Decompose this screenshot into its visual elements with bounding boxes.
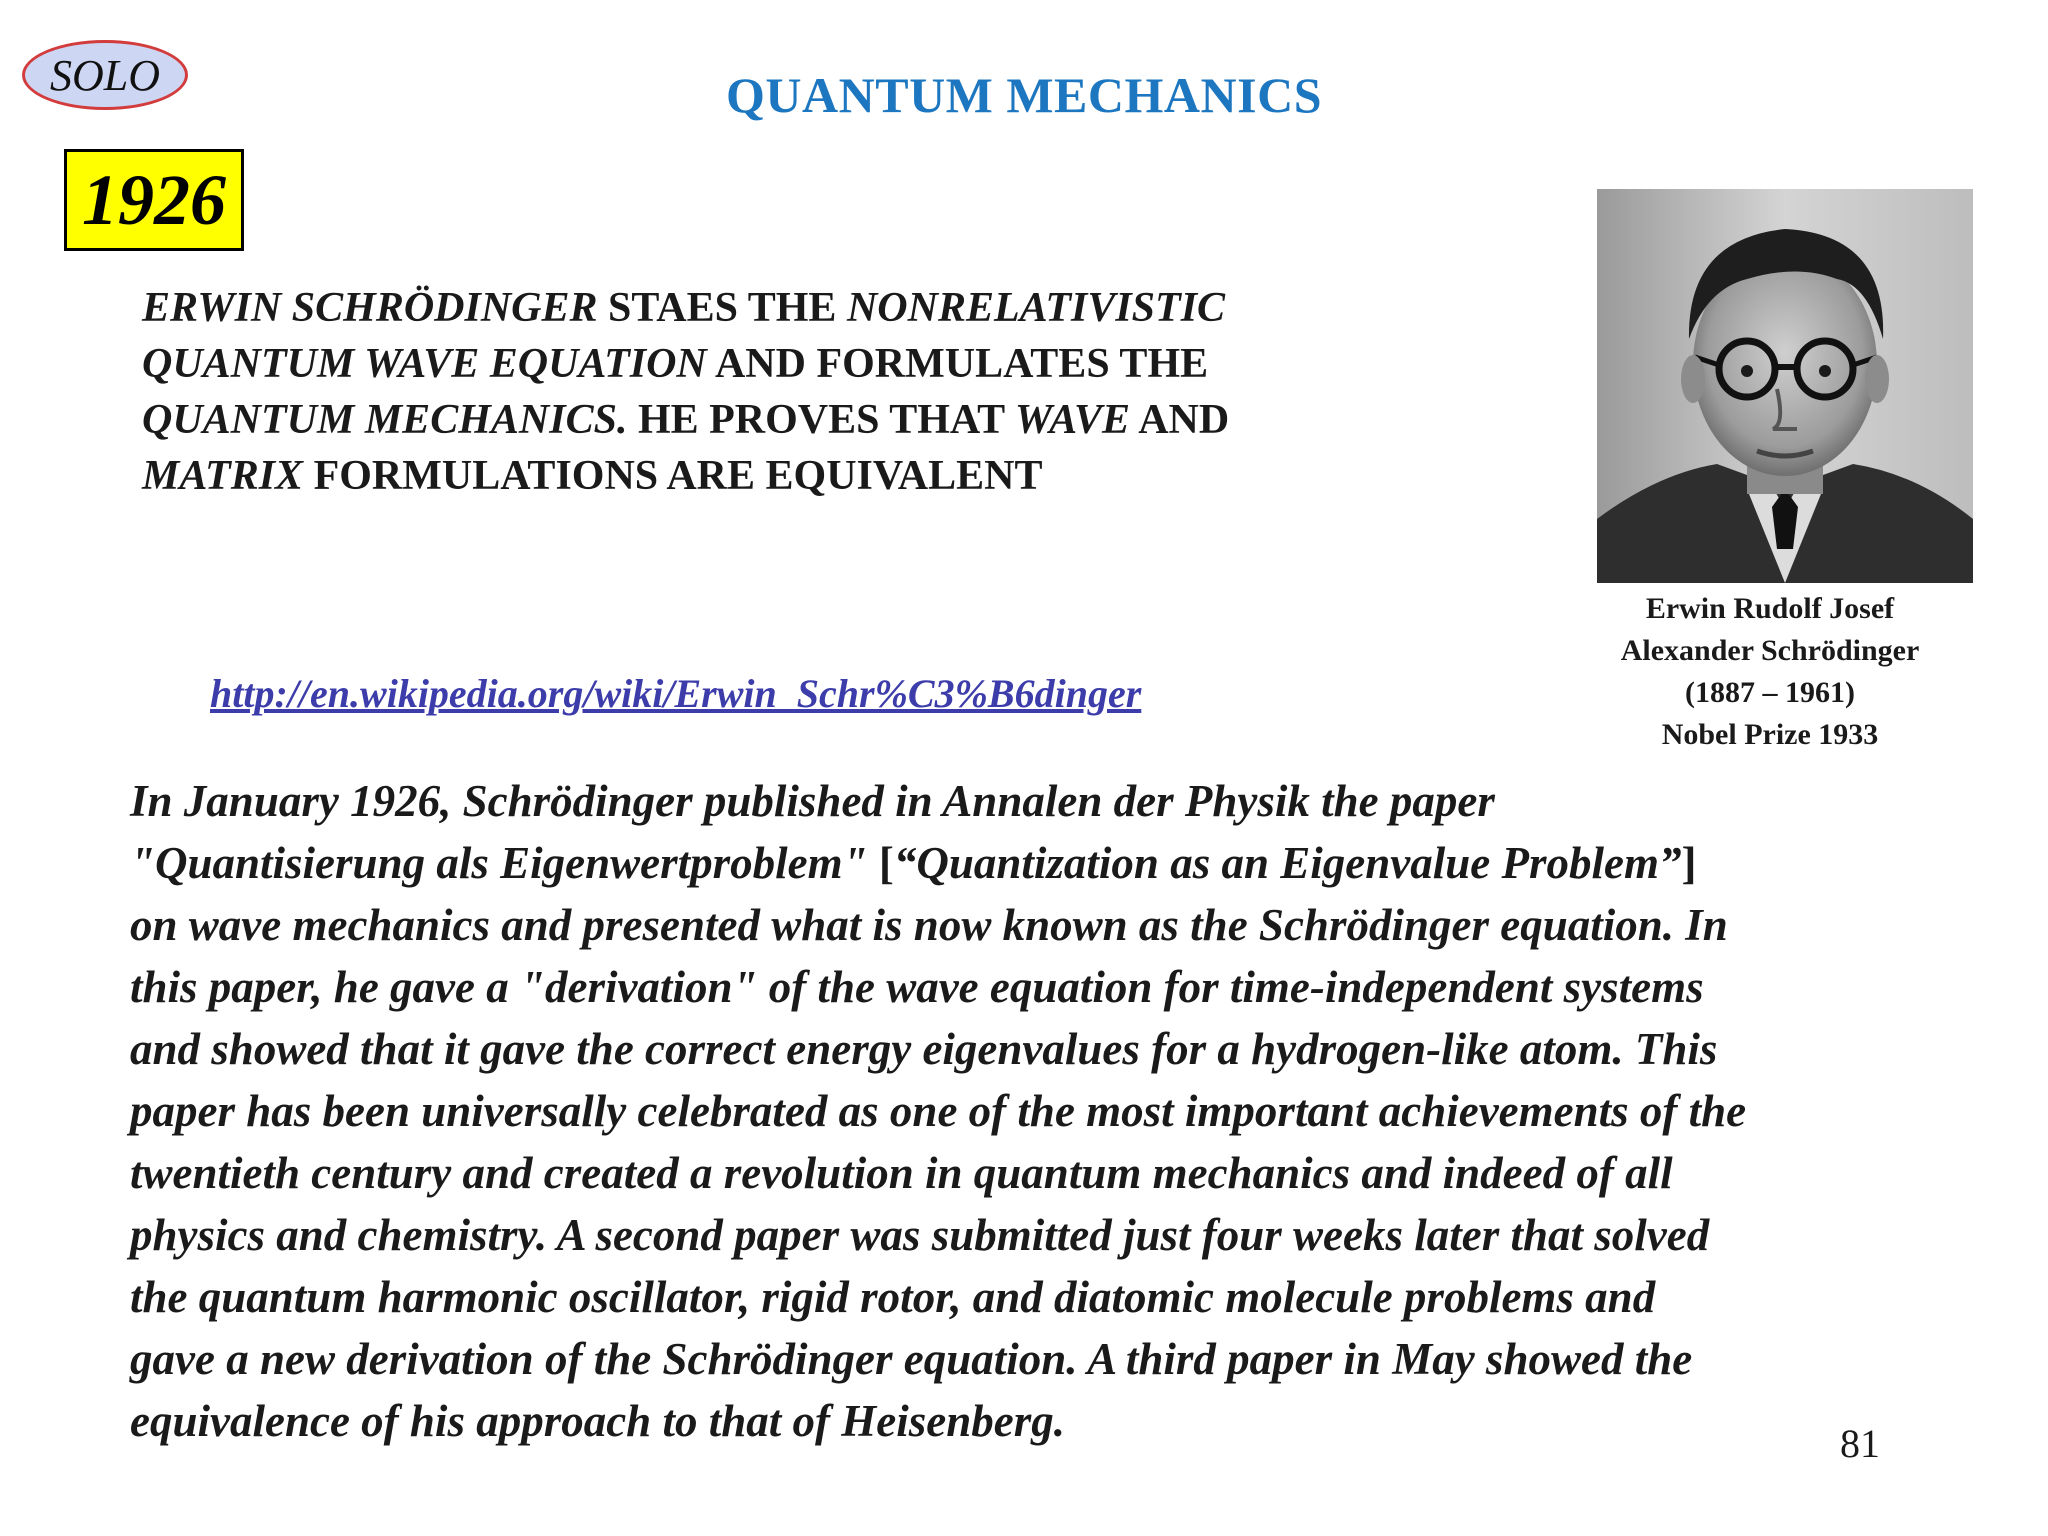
body-line: the quantum harmonic oscillator, rigid rotor, and diatomic molecule problems and — [130, 1272, 1656, 1322]
body-line: on wave mechanics and presented what is now known as the Schrödinger equation. In — [130, 900, 1728, 950]
caption-line: Alexander Schrödinger — [1620, 634, 1920, 667]
year-label: 1926 — [82, 159, 226, 240]
body-line: paper has been universally celebrated as one of the most important achievements of the — [130, 1086, 1747, 1136]
summary-text-segment: AND FORMULATES THE — [706, 341, 1209, 387]
body-bracket: [ — [878, 838, 894, 888]
portrait-photo-icon — [1597, 189, 1973, 583]
summary-text-segment: STAES THE — [597, 285, 847, 331]
summary-term: WAVE — [1014, 397, 1131, 443]
body-text-segment: “Quantization as an Eigenvalue Problem” — [893, 838, 1682, 888]
summary-text-segment: FORMULATIONS ARE EQUIVALENT — [303, 453, 1043, 499]
solo-badge-label: SOLO — [49, 50, 161, 100]
body-paragraph — [130, 770, 2010, 1452]
summary-text-segment: HE PROVES THAT — [627, 397, 1015, 443]
portrait-illustration — [1597, 189, 1973, 583]
summary-text-segment: AND — [1130, 397, 1230, 443]
body-line: physics and chemistry. A second paper was submitted just four weeks later that solved — [130, 1210, 1710, 1260]
body-line: In January 1926, Schrödinger published in Annalen der Physik the paper — [130, 776, 1495, 826]
summary-text — [142, 280, 1372, 504]
body-line: equivalence of his approach to that of Heisenberg. — [130, 1396, 1065, 1446]
body-text-segment: "Quantisierung als Eigenwertproblem" — [130, 838, 879, 888]
slide-title: QUANTUM MECHANICS — [726, 67, 1322, 123]
body-bracket: ] — [1681, 838, 1697, 888]
summary-line — [142, 280, 1372, 336]
summary-line — [142, 336, 1372, 392]
summary-term: MATRIX — [142, 453, 304, 499]
body-line — [130, 832, 2010, 894]
body-line: gave a new derivation of the Schrödinger equation. A third paper in May showed the — [130, 1334, 1693, 1384]
summary-line — [142, 448, 1372, 504]
body-line: twentieth century and created a revolution in quantum mechanics and indeed of all — [130, 1148, 1673, 1198]
caption-line: Erwin Rudolf Josef — [1645, 592, 1895, 625]
portrait-caption — [1560, 588, 1980, 756]
summary-term: QUANTUM WAVE EQUATION — [142, 341, 707, 387]
caption-line: (1887 – 1961) — [1685, 676, 1855, 709]
wikipedia-link[interactable]: http://en.wikipedia.org/wiki/Erwin_Schr%C3%B6dinger — [210, 671, 1142, 716]
page-number: 81 — [1840, 1421, 1880, 1466]
body-line: and showed that it gave the correct energy eigenvalues for a hydrogen-like atom. This — [130, 1024, 1718, 1074]
summary-line — [142, 392, 1372, 448]
year-box — [64, 149, 244, 251]
summary-term: QUANTUM MECHANICS. — [142, 397, 628, 443]
body-line: this paper, he gave a "derivation" of the wave equation for time-independent systems — [130, 962, 1704, 1012]
summary-term: ERWIN SCHRÖDINGER — [142, 285, 598, 331]
caption-line: Nobel Prize 1933 — [1661, 718, 1879, 751]
summary-term: NONRELATIVISTIC — [846, 285, 1226, 331]
